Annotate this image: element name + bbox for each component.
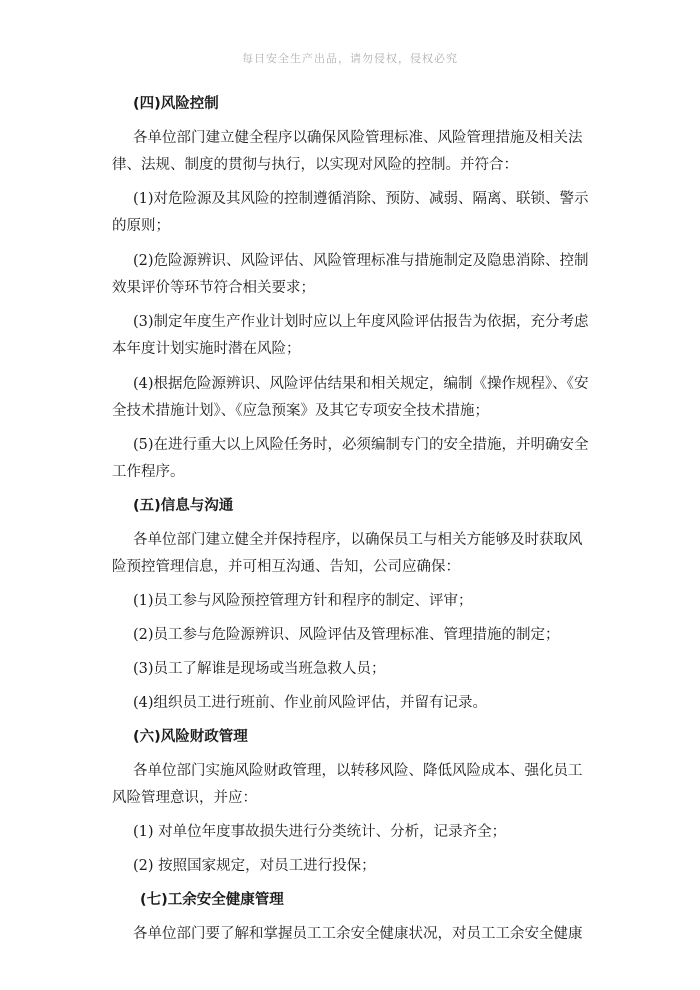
list-item-line: (1)员工参与风险预控管理方针和程序的制定、评审； (133, 593, 473, 609)
list-item-line: (2)危险源辨识、风险评估、风险管理标准与措施制定及隐患消除、控制 (133, 253, 589, 269)
paragraph-line: 各单位部门要了解和掌握员工工余安全健康状况，对员工工余安全健康 (133, 926, 583, 942)
list-item-line: (1) 对单位年度事故损失进行分类统计、分析，记录齐全； (133, 824, 507, 840)
section-heading-risk-finance: (六)风险财政管理 (133, 729, 248, 745)
list-item-line: (2)员工参与危险源辨识、风险评估及管理标准、管理措施的制定； (133, 627, 560, 643)
list-item-line: (3)制定年度生产作业计划时应以上年度风险评估报告为依据，充分考虑 (133, 314, 589, 330)
paragraph-line: 各单位部门建立健全程序以确保风险管理标准、风险管理措施及相关法 (133, 130, 583, 146)
list-item-line: (4)根据危险源辨识、风险评估结果和相关规定，编制《操作规程》、《安 (133, 376, 589, 392)
paragraph-line: 险预控管理信息，并可相互沟通、告知，公司应确保： (112, 559, 460, 575)
list-item-line: (3)员工了解谁是现场或当班急救人员； (133, 661, 386, 677)
list-item-line: 效果评价等环节符合相关要求； (112, 280, 315, 296)
list-item-line: 工作程序。 (112, 464, 185, 480)
list-item-line: (2) 按照国家规定，对员工进行投保； (133, 858, 376, 874)
list-item-line: (1)对危险源及其风险的控制遵循消除、预防、减弱、隔离、联锁、警示 (133, 191, 589, 207)
list-item-line: 本年度计划实施时潜在风险； (112, 341, 301, 357)
paragraph-line: 风险管理意识，并应： (112, 790, 257, 806)
watermark-text: 每日安全生产出品，请勿侵权，侵权必究 (242, 52, 458, 65)
section-heading-off-duty-safety: (七)工余安全健康管理 (140, 892, 284, 908)
section-heading-information: (五)信息与沟通 (133, 498, 234, 514)
list-item-line: 的原则； (112, 218, 170, 234)
paragraph-line: 各单位部门建立健全并保持程序，以确保员工与相关方能够及时获取风 (133, 532, 583, 548)
list-item-line: (5)在进行重大以上风险任务时，必须编制专门的安全措施，并明确安全 (133, 437, 589, 453)
list-item-line: (4)组织员工进行班前、作业前风险评估，并留有记录。 (133, 695, 488, 711)
list-item-line: 全技术措施计划》、《应急预案》及其它专项安全技术措施； (112, 403, 489, 419)
paragraph-line: 各单位部门实施风险财政管理，以转移风险、降低风险成本、强化员工 (133, 763, 583, 779)
paragraph-line: 律、法规、制度的贯彻与执行，以实现对风险的控制。并符合： (112, 157, 518, 173)
section-heading-risk-control: (四)风险控制 (133, 96, 219, 112)
